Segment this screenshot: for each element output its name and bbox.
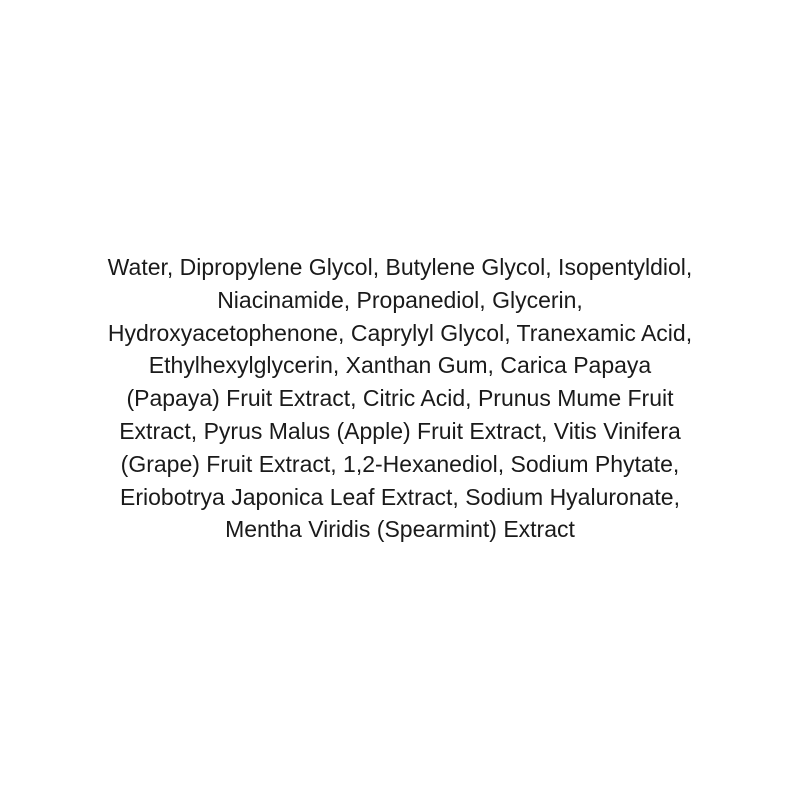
ingredients-line: Eriobotrya Japonica Leaf Extract, Sodium Hyaluronate,: [120, 483, 680, 510]
ingredients-line: (Papaya) Fruit Extract, Citric Acid, Prunus Mume Fruit: [126, 385, 674, 412]
ingredients-line: Mentha Viridis (Spearmint) Extract: [225, 516, 575, 543]
ingredients-line: Water, Dipropylene Glycol, Butylene Glycol, Isopentyldiol,: [107, 254, 693, 280]
ingredients-line: Extract, Pyrus Malus (Apple) Fruit Extract, Vitis Vinifera: [119, 417, 681, 444]
ingredients-line: Ethylhexylglycerin, Xanthan Gum, Carica Papaya: [148, 352, 652, 379]
ingredients-line: (Grape) Fruit Extract, 1,2-Hexanediol, Sodium Phytate,: [120, 450, 680, 477]
ingredients-line: Niacinamide, Propanediol, Glycerin,: [217, 286, 583, 313]
ingredients-line: Hydroxyacetophenone, Caprylyl Glycol, Tranexamic Acid,: [107, 319, 693, 346]
ingredients-text-block: [0, 251, 800, 546]
